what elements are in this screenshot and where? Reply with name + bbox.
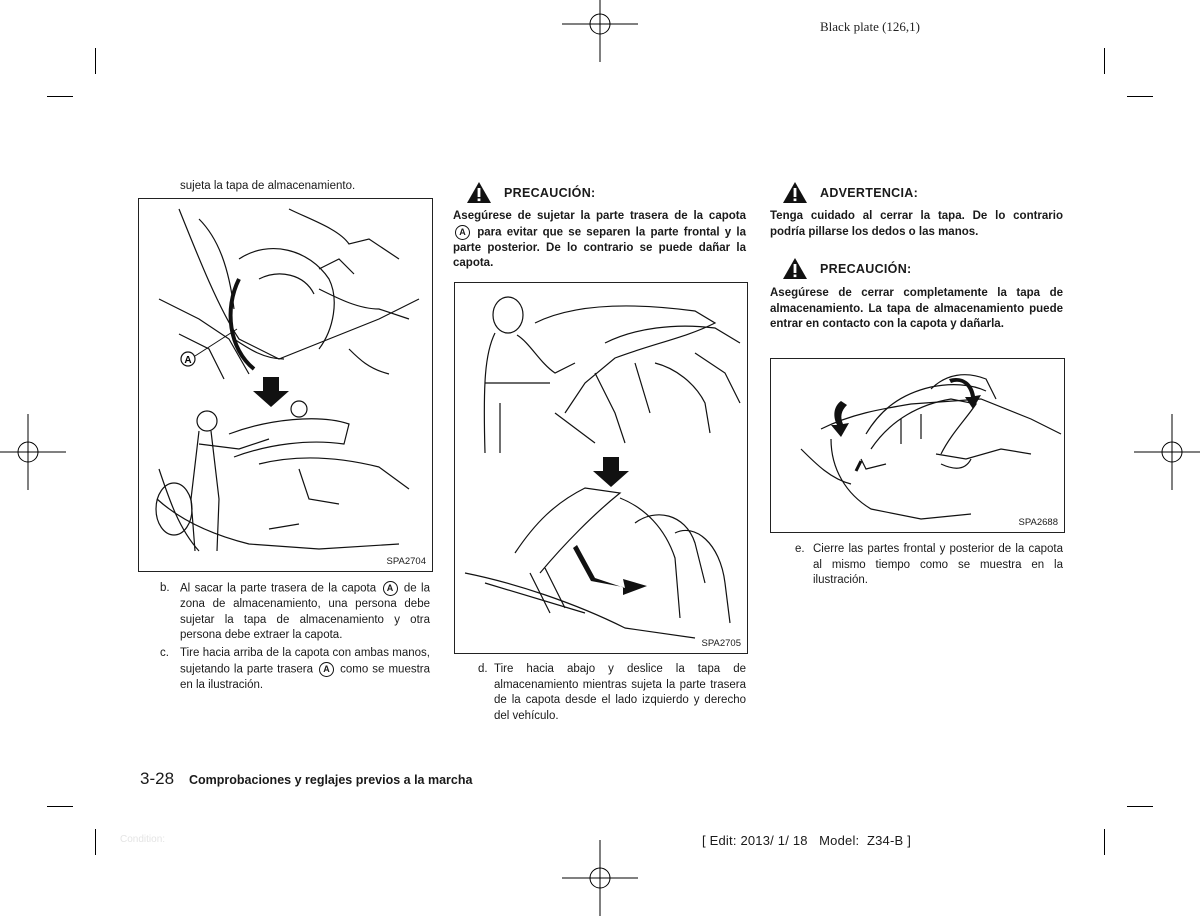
illustration-slide-lid <box>455 283 747 653</box>
callout-a-marker <box>181 329 237 366</box>
step-c <box>160 646 430 693</box>
step-label: c. <box>160 647 169 659</box>
callout-a-icon: A <box>383 581 398 596</box>
caution-body-2: Asegúrese de cerrar completamente la tapa de almacenamiento. La tapa de almacenamiento puede entrar en contacto con la capota y dañarla. <box>770 287 1063 330</box>
figure-storage-lid <box>138 198 433 572</box>
figure-code: SPA2705 <box>701 638 741 649</box>
step-e <box>795 542 1063 589</box>
warning-triangle-icon <box>466 181 492 204</box>
warning-triangle-icon <box>782 257 808 280</box>
warning-header <box>782 181 918 204</box>
down-arrow-icon <box>593 457 629 487</box>
slide-direction-arrow-icon <box>573 545 647 595</box>
caution-header <box>466 181 596 204</box>
crop-mark <box>1104 829 1105 855</box>
step-text: Tire hacia arriba de la capota con ambas manos, sujetando la parte trasera A como se muestra en la ilustración. <box>180 647 431 691</box>
crop-mark <box>47 96 73 97</box>
crop-mark <box>95 829 96 855</box>
registration-mark-icon <box>562 0 638 62</box>
callout-a-icon: A <box>319 662 334 677</box>
step-b <box>160 581 430 644</box>
col1-intro: sujeta la tapa de almacenamiento. <box>180 180 356 192</box>
edit-info: [ Edit: 2013/ 1/ 18 Model: Z34-B ] <box>702 833 912 848</box>
illustration-storage-lid <box>139 199 432 571</box>
step-d <box>478 662 746 724</box>
down-arrow-icon <box>253 377 289 407</box>
caution-body: Asegúrese de sujetar la parte trasera de la capota A para evitar que se separen la parte frontal y la parte posterior. De lo contrario se puede dañar la capota. <box>453 210 746 270</box>
step-label: b. <box>160 582 170 594</box>
figure-code: SPA2704 <box>386 556 426 567</box>
section-title: Comprobaciones y reglajes previos a la marcha <box>189 773 473 787</box>
page-number: 3-28 <box>140 769 175 788</box>
registration-mark-icon <box>1134 414 1200 490</box>
step-label: d. <box>478 663 488 675</box>
condition-label: Condition: <box>120 834 166 845</box>
step-text: Tire hacia abajo y deslice la tapa de almacenamiento mientras sujeta la parte trasera de la capota desde el lado izquierdo y derecho del vehículo. <box>494 663 746 722</box>
caution-header-2 <box>782 257 912 280</box>
plate-label: Black plate (126,1) <box>820 19 920 34</box>
figure-close-lid <box>770 358 1065 533</box>
warning-triangle-icon <box>782 181 808 204</box>
registration-mark-icon <box>0 414 66 490</box>
crop-mark <box>1104 48 1105 74</box>
figure-slide-lid <box>454 282 748 654</box>
step-text: Al sacar la parte trasera de la capota A de la zona de almacenamiento, una persona debe sujetar la tapa de almacenamiento y otra persona debe extraer la capota. <box>180 582 430 642</box>
callout-a-icon: A <box>455 225 470 240</box>
caution-heading: PRECAUCIÓN: <box>820 261 912 276</box>
crop-mark <box>1127 96 1153 97</box>
svg-text:A: A <box>184 355 192 366</box>
warning-body: Tenga cuidado al cerrar la tapa. De lo contrario podría pillarse los dedos o las manos. <box>770 210 1063 238</box>
crop-mark <box>95 48 96 74</box>
crop-mark <box>47 806 73 807</box>
caution-heading: PRECAUCIÓN: <box>504 185 596 200</box>
crop-mark <box>1127 806 1153 807</box>
illustration-close-lid <box>771 359 1064 532</box>
step-text: Cierre las partes frontal y posterior de la capota al mismo tiempo como se muestra en la ilustración. <box>813 543 1063 586</box>
figure-code: SPA2688 <box>1018 517 1058 528</box>
warning-heading: ADVERTENCIA: <box>820 185 919 200</box>
step-label: e. <box>795 543 805 555</box>
registration-mark-icon <box>562 840 638 916</box>
